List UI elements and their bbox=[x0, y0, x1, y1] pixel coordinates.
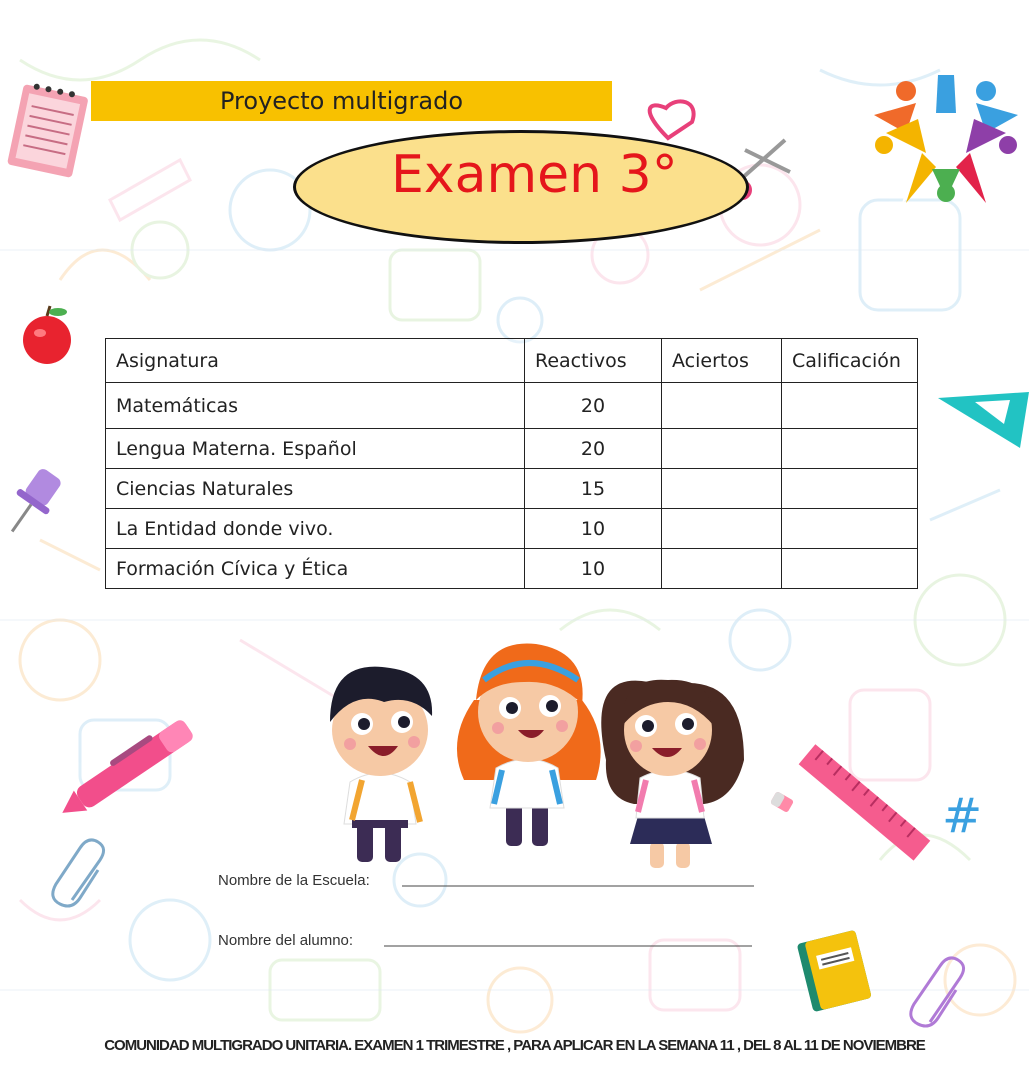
items-cell: 15 bbox=[525, 469, 662, 509]
student-name-label: Nombre del alumno: bbox=[218, 932, 354, 949]
notebook-icon bbox=[797, 930, 872, 1012]
subject-cell: Matemáticas bbox=[106, 383, 525, 429]
table-header-row bbox=[106, 339, 918, 383]
correct-cell bbox=[662, 429, 782, 469]
column-header-subject: Asignatura bbox=[106, 339, 525, 383]
items-cell: 20 bbox=[525, 429, 662, 469]
paper-clip-icon bbox=[53, 840, 104, 906]
grade-cell bbox=[782, 429, 918, 469]
subject-cell: Formación Cívica y Ética bbox=[106, 549, 525, 589]
items-cell: 10 bbox=[525, 549, 662, 589]
eraser-icon bbox=[770, 791, 794, 813]
exam-title-oval bbox=[293, 130, 749, 244]
project-label: Proyecto multigrado bbox=[220, 87, 464, 115]
boy-student-illustration bbox=[330, 667, 432, 862]
students-illustration bbox=[330, 643, 744, 868]
grade-cell bbox=[782, 509, 918, 549]
apple-icon bbox=[23, 306, 71, 364]
heart-icon bbox=[650, 101, 694, 138]
grades-table bbox=[105, 338, 918, 589]
hash-symbol-icon: # bbox=[942, 788, 983, 844]
grade-cell bbox=[782, 549, 918, 589]
table-row bbox=[106, 469, 918, 509]
correct-cell bbox=[662, 469, 782, 509]
exam-title: Examen 3° bbox=[391, 145, 678, 205]
subject-cell: Lengua Materna. Español bbox=[106, 429, 525, 469]
school-name-label: Nombre de la Escuela: bbox=[218, 872, 370, 889]
paper-clip-icon bbox=[911, 958, 964, 1026]
table-row bbox=[106, 429, 918, 469]
notepad-icon bbox=[7, 81, 89, 178]
column-header-items: Reactivos bbox=[525, 339, 662, 383]
subject-cell: Ciencias Naturales bbox=[106, 469, 525, 509]
grade-cell bbox=[782, 469, 918, 509]
table-row bbox=[106, 383, 918, 429]
table-row bbox=[106, 509, 918, 549]
girl-student-illustration bbox=[457, 643, 601, 846]
correct-cell bbox=[662, 509, 782, 549]
push-pin-icon bbox=[0, 463, 68, 542]
marker-icon bbox=[53, 715, 195, 823]
subject-cell: La Entidad donde vivo. bbox=[106, 509, 525, 549]
correct-cell bbox=[662, 549, 782, 589]
items-cell: 10 bbox=[525, 509, 662, 549]
footer-note: COMUNIDAD MULTIGRADO UNITARIA. EXAMEN 1 TRIMESTRE , PARA APLICAR EN LA SEMANA 11 , DEL 8 AL 11 DE NOVIEMBRE bbox=[104, 1037, 925, 1054]
items-cell: 20 bbox=[525, 383, 662, 429]
project-banner bbox=[91, 81, 612, 121]
column-header-correct: Aciertos bbox=[662, 339, 782, 383]
community-logo-icon bbox=[874, 73, 1018, 203]
set-square-icon bbox=[938, 392, 1029, 448]
correct-cell bbox=[662, 383, 782, 429]
column-header-grade: Calificación bbox=[782, 339, 918, 383]
grade-cell bbox=[782, 383, 918, 429]
table-row bbox=[106, 549, 918, 589]
girl-student-illustration bbox=[601, 680, 744, 868]
ruler-icon bbox=[799, 744, 931, 860]
